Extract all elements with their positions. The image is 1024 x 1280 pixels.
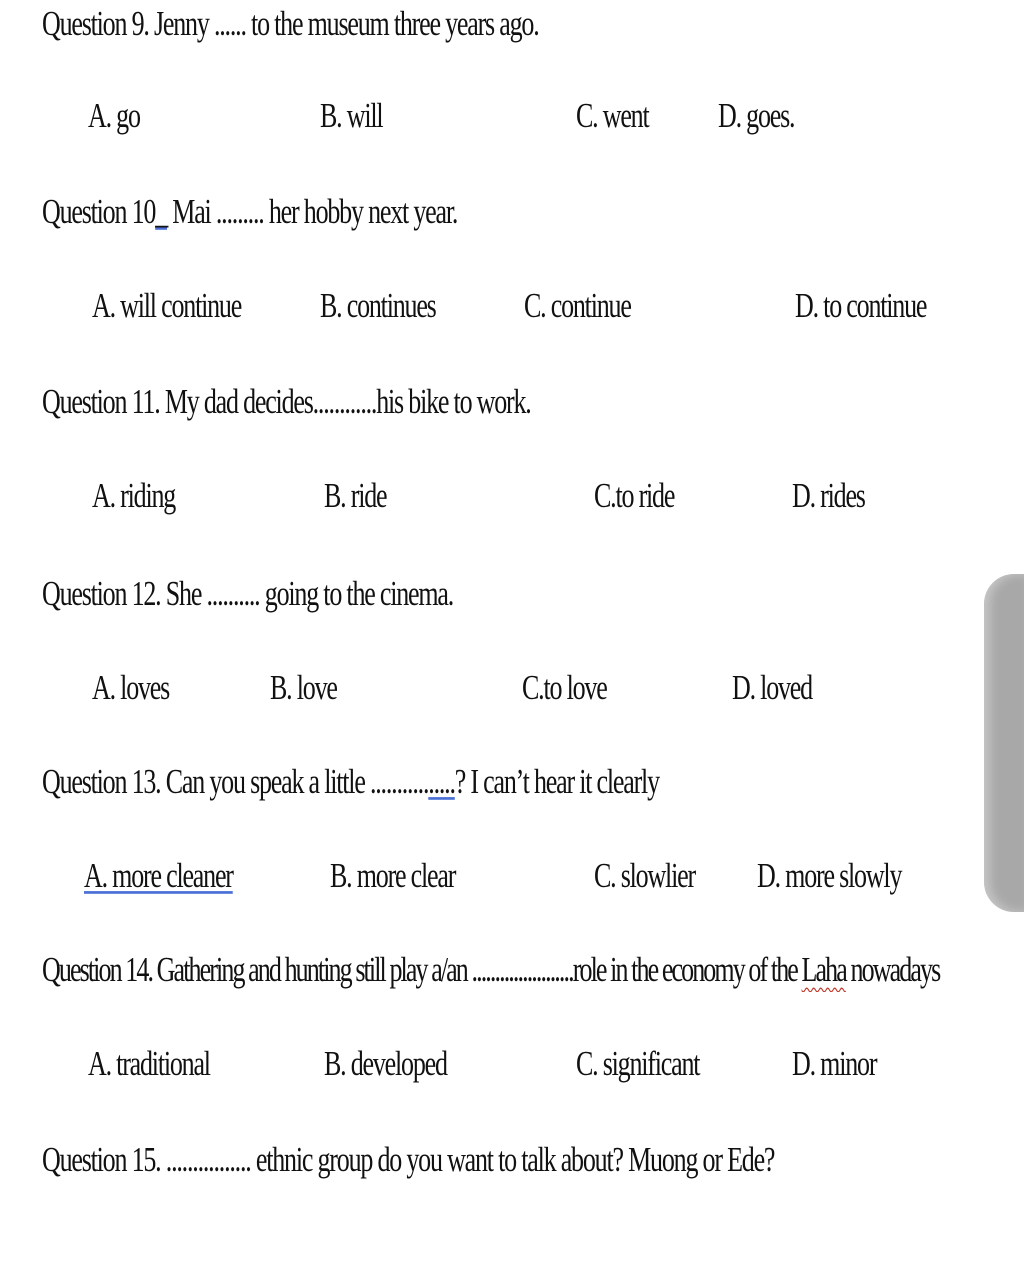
question-11-option-d: D. rides [792, 476, 865, 516]
question-13-text: ? I can’t hear it clearly [454, 762, 659, 802]
question-10-option-b: B. continues [320, 286, 436, 326]
question-12-prompt: Question 12. She .......... going to the cinema. [42, 574, 454, 614]
question-10-option-c: C. continue [524, 286, 631, 326]
question-12-option-b: B. love [270, 668, 337, 708]
question-9-option-d: D. goes. [718, 96, 795, 136]
question-13-option-d: D. more slowly [757, 856, 902, 896]
question-13-option-b: B. more clear [330, 856, 456, 896]
question-13-option-a [84, 856, 233, 897]
question-15-prompt: Question 15. ................ ethnic group do you want to talk about? Muong or Ede? [42, 1140, 775, 1180]
question-10-label: Question 10 [42, 192, 156, 232]
question-13-option-a-text: A. more cleaner [84, 856, 233, 896]
question-14-text: nowadays [845, 950, 940, 990]
question-14-laha: Laha [801, 950, 846, 990]
question-13-option-c: C. slowlier [594, 856, 695, 896]
question-11-option-b: B. ride [324, 476, 387, 516]
question-11-option-c: C.to ride [594, 476, 675, 516]
question-9-option-a: A. go [88, 96, 140, 136]
question-12-option-d: D. loved [732, 668, 812, 708]
question-14-label: Question 14. Gathering and hunting still play a/an ......................role in the economy of the [42, 950, 802, 990]
question-14-prompt [42, 950, 939, 991]
question-9-option-b: B. will [320, 96, 383, 136]
question-12-option-a: A. loves [92, 668, 170, 708]
question-10-option-d: D. to continue [795, 286, 927, 326]
scroll-handle[interactable] [984, 574, 1024, 912]
question-10-text: Mai ......... her hobby next year. [167, 192, 458, 232]
question-10-mark: _ [155, 192, 167, 232]
question-12-option-c: C.to love [522, 668, 607, 708]
question-10-option-a: A. will continue [92, 286, 242, 326]
question-14-option-c: C. significant [576, 1044, 700, 1084]
question-13-label: Question 13. Can you speak a little ........... [42, 762, 429, 802]
question-11-option-a: A. riding [92, 476, 176, 516]
question-13-mark: ..... [428, 762, 455, 802]
question-14-option-d: D. minor [792, 1044, 877, 1084]
question-11-prompt: Question 11. My dad decides............his bike to work. [42, 382, 531, 422]
question-14-option-b: B. developed [324, 1044, 447, 1084]
question-14-option-a: A. traditional [88, 1044, 210, 1084]
question-9-option-c: C. went [576, 96, 649, 136]
question-10-prompt [42, 192, 457, 233]
question-13-prompt [42, 762, 659, 803]
question-9-prompt: Question 9. Jenny ...... to the museum three years ago. [42, 4, 539, 44]
